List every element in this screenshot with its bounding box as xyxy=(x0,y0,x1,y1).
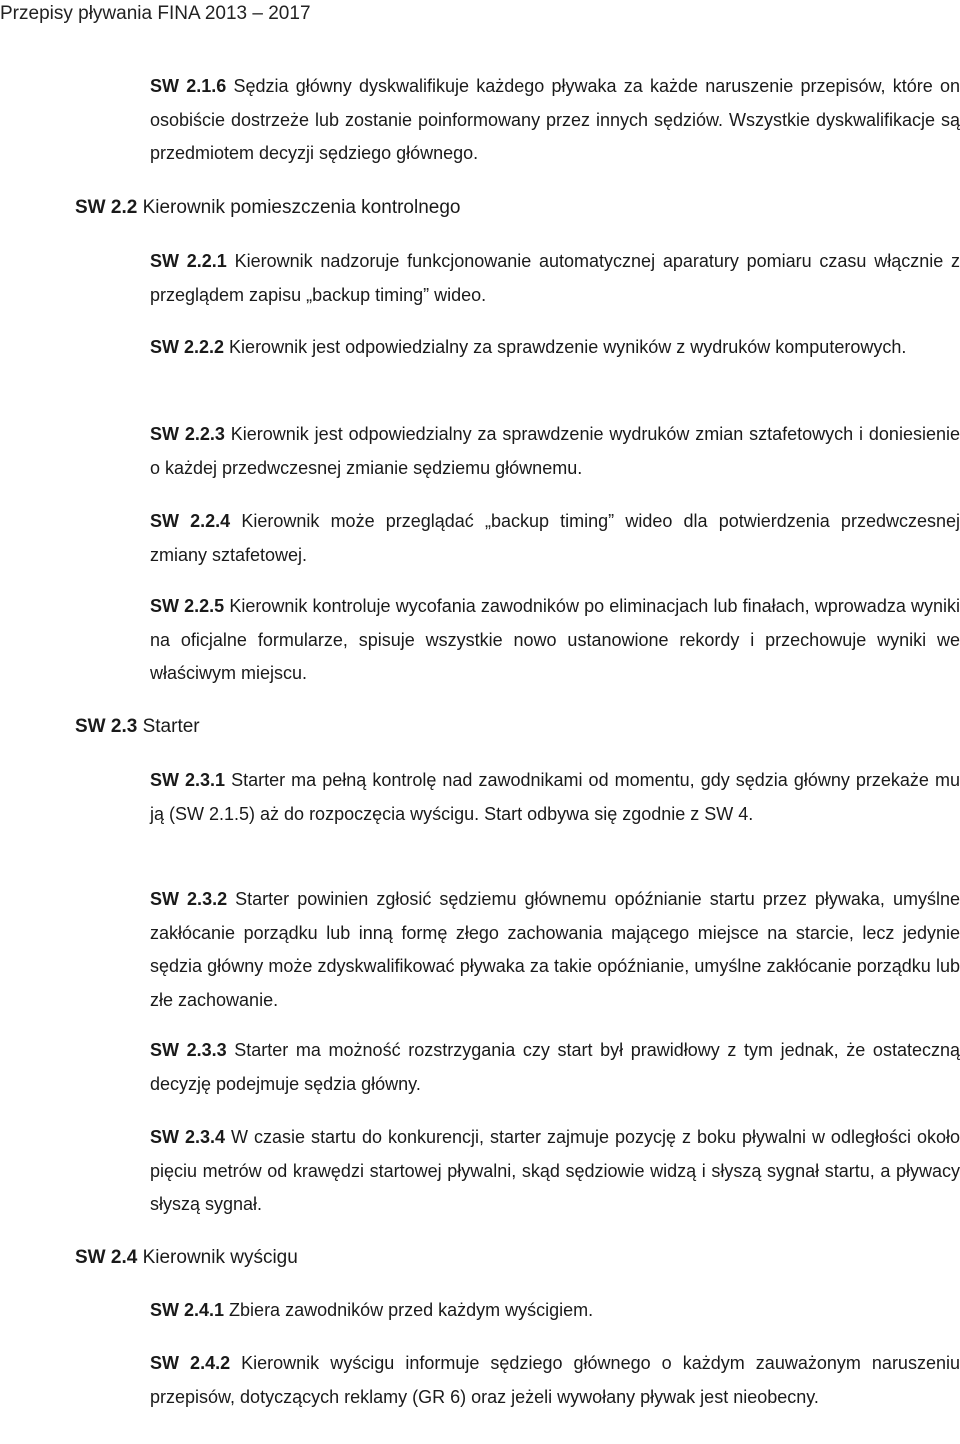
rule-code: SW 2.1.6 xyxy=(150,76,227,96)
rule-code: SW 2.4.1 xyxy=(150,1300,225,1320)
section-code: SW 2.4 xyxy=(75,1247,138,1268)
rule-text: Kierownik kontroluje wycofania zawodników po eliminacjach lub finałach, wprowadza wyniki na oficjalne formularze, spisuje wszystkie nowo ustanowione rekordy i przechowuje wyniki we właściwym miejscu. xyxy=(150,596,960,683)
rule-code: SW 2.3.2 xyxy=(150,889,228,909)
rule-text: Starter ma pełną kontrolę nad zawodnikami od momentu, gdy sędzia główny przekaże mu ją (SW 2.1.5) aż do rozpoczęcia wyścigu. Start odbywa się zgodnie z SW 4. xyxy=(150,770,960,824)
rule-sw-2-2-4 xyxy=(150,505,960,572)
section-heading-sw-2-3 xyxy=(75,713,200,741)
rule-sw-2-3-1 xyxy=(150,764,960,831)
rule-text: Sędzia główny dyskwalifikuje każdego pływaka za każde naruszenie przepisów, które on osobiście dostrzeże lub zostanie poinformowany przez innych sędziów. Wszystkie dyskwalifikacje są przedmiotem decyzji sędziego głównego. xyxy=(150,76,960,163)
rule-sw-2-2-5 xyxy=(150,590,960,691)
rule-text: Kierownik jest odpowiedzialny za sprawdzenie wyników z wydruków komputerowych. xyxy=(229,337,907,357)
page-header-title: Przepisy pływania FINA 2013 – 2017 xyxy=(0,3,311,24)
rule-code: SW 2.2.2 xyxy=(150,337,225,357)
rule-sw-2-3-4 xyxy=(150,1121,960,1222)
rule-text: Starter powinien zgłosić sędziemu głównemu opóźnianie startu przez pływaka, umyślne zakłócanie porządku lub inną formę złego zachowania mającego miejsce na starcie, lecz jedynie sędzia główny może zdyskwalifikować pływaka za takie opóźnianie, umyślne zakłócanie porządku lub złe zachowanie. xyxy=(150,889,960,1010)
rule-code: SW 2.3.4 xyxy=(150,1127,226,1147)
rule-sw-2-3-2 xyxy=(150,883,960,1017)
rule-text: Zbiera zawodników przed każdym wyścigiem. xyxy=(229,1300,594,1320)
rule-text: W czasie startu do konkurencji, starter zajmuje pozycję z boku pływalni w odległości około pięciu metrów od krawędzi startowej pływalni, skąd sędziowie widzą i słyszą sygnał startu, a pływacy słyszą sygnał. xyxy=(150,1127,960,1214)
section-title: Kierownik wyścigu xyxy=(142,1247,298,1268)
section-title: Kierownik pomieszczenia kontrolnego xyxy=(142,197,461,218)
rule-code: SW 2.2.4 xyxy=(150,511,231,531)
rule-sw-2-4-2 xyxy=(150,1347,960,1414)
rule-sw-2-4-1 xyxy=(150,1294,960,1328)
rule-sw-2-2-1 xyxy=(150,245,960,312)
rule-code: SW 2.3.3 xyxy=(150,1040,227,1060)
rule-code: SW 2.2.3 xyxy=(150,424,225,444)
rule-text: Kierownik nadzoruje funkcjonowanie automatycznej aparatury pomiaru czasu włącznie z przeglądem zapisu „backup timing” wideo. xyxy=(150,251,960,305)
rule-code: SW 2.2.5 xyxy=(150,596,225,616)
rule-sw-2-2-3 xyxy=(150,418,960,485)
section-heading-sw-2-2 xyxy=(75,194,460,222)
rule-code: SW 2.4.2 xyxy=(150,1353,231,1373)
rule-text: Kierownik jest odpowiedzialny za sprawdzenie wydruków zmian sztafetowych i doniesienie o każdej przedwczesnej zmianie sędziemu głównemu. xyxy=(150,424,960,478)
section-code: SW 2.2 xyxy=(75,197,138,218)
section-code: SW 2.3 xyxy=(75,716,138,737)
section-title: Starter xyxy=(142,716,200,737)
section-heading-sw-2-4 xyxy=(75,1244,298,1272)
rule-sw-2-1-6 xyxy=(150,70,960,171)
rule-text: Starter ma możność rozstrzygania czy start był prawidłowy z tym jednak, że ostateczną decyzję podejmuje sędzia główny. xyxy=(150,1040,960,1094)
rule-code: SW 2.2.1 xyxy=(150,251,227,271)
rule-sw-2-3-3 xyxy=(150,1034,960,1101)
rule-code: SW 2.3.1 xyxy=(150,770,226,790)
rule-text: Kierownik może przeglądać „backup timing” wideo dla potwierdzenia przedwczesnej zmiany sztafetowej. xyxy=(150,511,960,565)
rule-text: Kierownik wyścigu informuje sędziego głównego o każdym zauważonym naruszeniu przepisów, dotyczących reklamy (GR 6) oraz jeżeli wywołany pływak jest nieobecny. xyxy=(150,1353,960,1407)
rule-sw-2-2-2 xyxy=(150,331,960,365)
